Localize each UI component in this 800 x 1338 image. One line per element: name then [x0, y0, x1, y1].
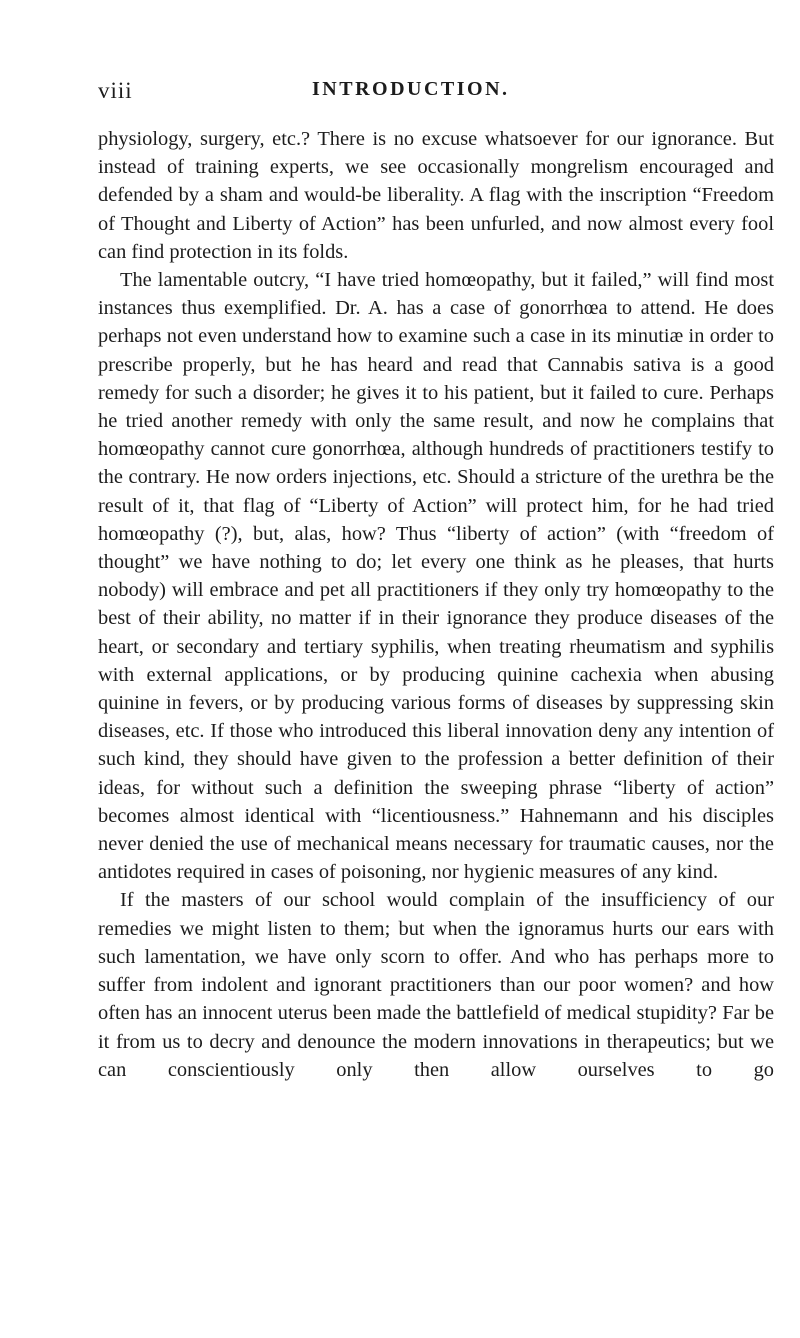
paragraph-3: If the masters of our school would complain of the insufficiency of our remedies we might listen to them; but when the ignoramus hurts our ears with such lamentation, we have only scorn to offer. And who has perhaps more to suffer from indolent and ignorant practitioners than our poor women? and how often has an innocent uterus been made the battlefield of medical stupidity? Far be it from us to decry and denounce the modern innovations in therapeutics; but we can conscientiously only then allow ourselves to go: [98, 889, 774, 1081]
body-text: [98, 125, 774, 1084]
running-head: [98, 78, 778, 108]
running-title: INTRODUCTION.: [312, 78, 510, 100]
paragraph-1: physiology, surgery, etc.? There is no excuse whatsoever for our ignorance. But instead of training experts, we see occasionally mongrelism encouraged and defended by a sham and would-be liberality. A flag with the inscription “Freedom of Thought and Liberty of Action” has been unfurled, and now almost every fool can find protection in its folds.: [98, 128, 774, 263]
page-number: viii: [98, 78, 133, 103]
paragraph-2: The lamentable outcry, “I have tried homœopathy, but it failed,” will find most instances thus exemplified. Dr. A. has a case of gonorrhœa to attend. He does perhaps not even understand how to examine such a case in its minutiæ in order to prescribe properly, but he has heard and read that Cannabis sativa is a good remedy for such a disorder; he gives it to his patient, but it failed to cure. Perhaps he tried another remedy with only the same result, and now he complains that homœopathy cannot cure gonorrhœa, although hundreds of practitioners testify to the contrary. He now orders injections, etc. Should a stricture of the urethra be the result of it, that flag of “Liberty of Action” will protect him, for he had tried homœopathy (?), but, alas, how? Thus “liberty of action” (with “freedom of thought” we have nothing to do; let every one think as he pleases, that hurts nobody) will embrace and pet all practitioners if they only try homœopathy to the best of their ability, no matter if in their ignorance they produce diseases of the heart, or secondary and tertiary syphilis, when treating rheumatism and syphilis with external applications, or by producing quinine cachexia when abusing quinine in fevers, or by producing various forms of diseases by suppressing skin diseases, etc. If those who introduced this liberal innovation deny any intention of such kind, they should have given to the profession a better definition of their ideas, for without such a definition the sweeping phrase “liberty of action” becomes almost identical with “licentiousness.” Hahnemann and his disciples never denied the use of mechanical means necessary for traumatic causes, nor the antidotes required in cases of poisoning, nor hygienic measures of any kind.: [98, 269, 774, 884]
